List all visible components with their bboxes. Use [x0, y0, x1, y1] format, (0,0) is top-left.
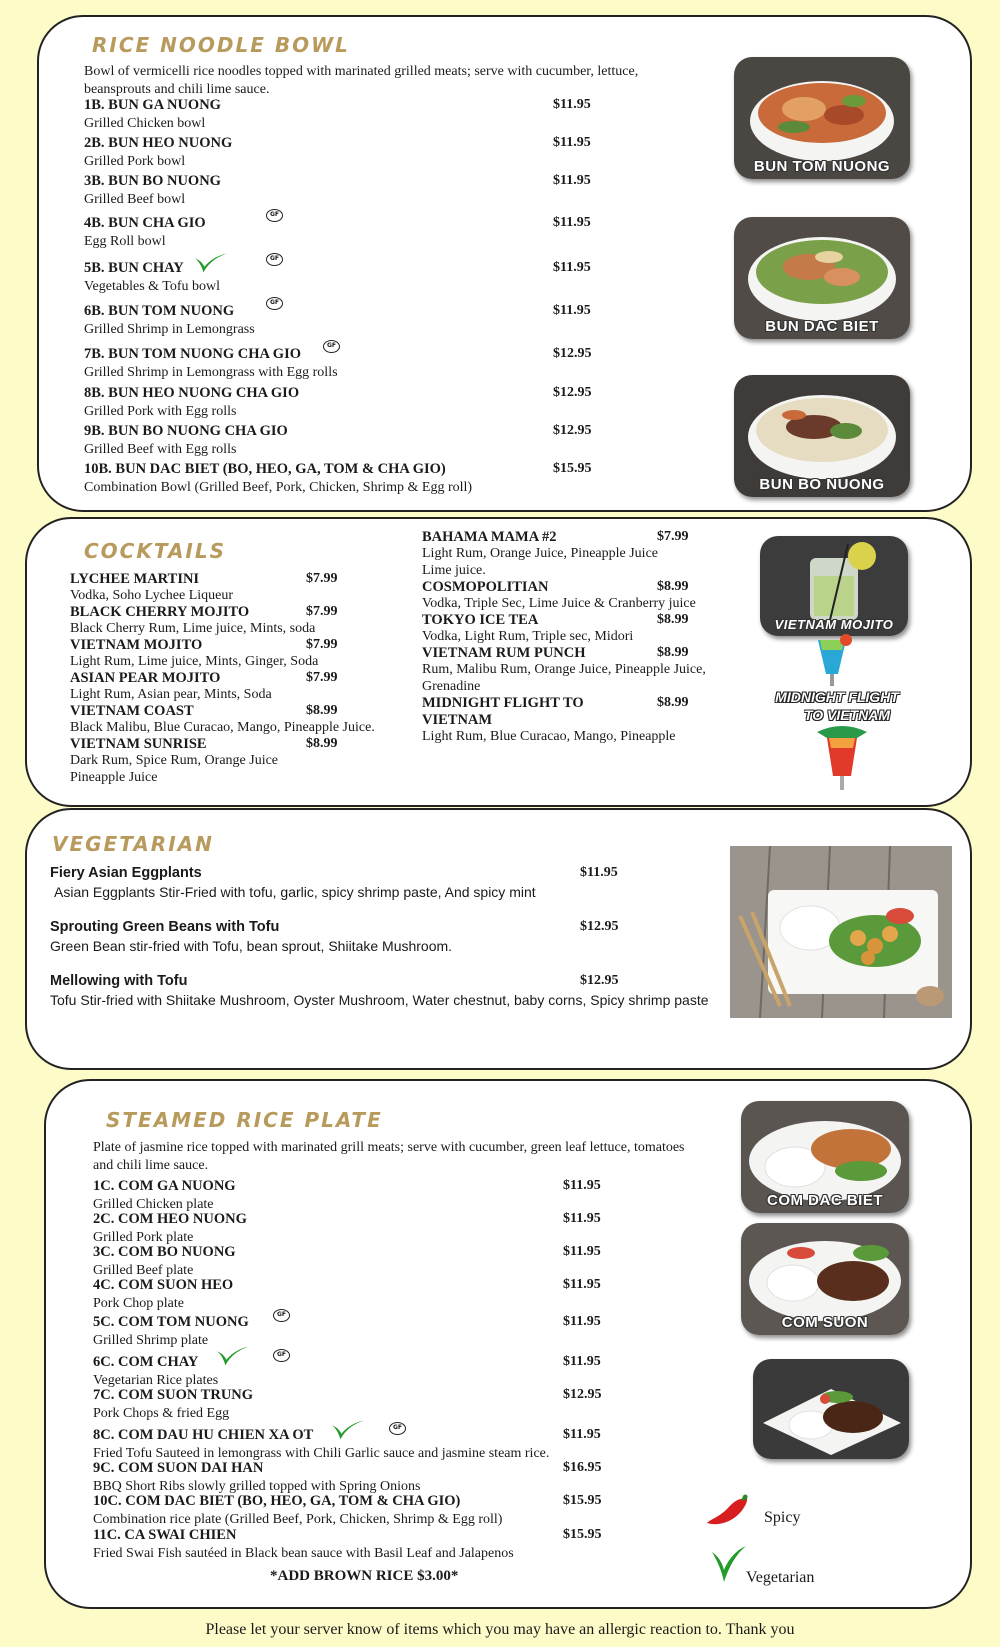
menu-item-price: $12.95 — [553, 423, 592, 438]
menu-item-price: $12.95 — [553, 346, 592, 361]
cocktail-description: Light Rum, Blue Curacao, Mango, Pineapple — [422, 729, 676, 744]
rice-noodle-title: RICE NOODLE BOWL — [92, 33, 350, 57]
photo-com-suon-dai-han — [753, 1359, 909, 1459]
rice-plate-image — [753, 1359, 909, 1459]
cocktail-description: Black Cherry Rum, Lime juice, Mints, soda — [70, 621, 316, 636]
tofu-plate-image — [730, 846, 952, 1018]
menu-item-price: $12.95 — [553, 385, 592, 400]
cocktail-description: Black Malibu, Blue Curacao, Mango, Pineapple Juice. — [70, 720, 375, 735]
vegetarian-panel — [25, 808, 972, 1070]
gluten-free-icon: GF — [266, 297, 283, 310]
menu-item-price: $11.95 — [563, 1354, 601, 1369]
photo-com-dac-biet — [741, 1101, 909, 1213]
photo-bun-dac-biet — [734, 217, 910, 339]
menu-item-name: 3B. BUN BO NUONG — [84, 173, 221, 189]
cocktail-price: $7.99 — [306, 571, 338, 586]
menu-item-price: $11.95 — [553, 303, 591, 318]
vegetarian-item-price: $12.95 — [580, 919, 619, 934]
menu-item-description: BBQ Short Ribs slowly grilled topped with Spring Onions — [93, 1479, 421, 1494]
menu-item-name: 9B. BUN BO NUONG CHA GIO — [84, 423, 288, 439]
menu-item-description: Grilled Beef bowl — [84, 192, 186, 207]
cocktail-name: LYCHEE MARTINI — [70, 571, 200, 587]
menu-item-description: Combination rice plate (Grilled Beef, Pork, Chicken, Shrimp & Egg roll) — [93, 1512, 503, 1527]
cocktail-price: $7.99 — [306, 670, 338, 685]
menu-item-description: Fried Swai Fish sautéed in Black bean sauce with Basil Leaf and Jalapenos — [93, 1546, 514, 1561]
vegetarian-item-name: Mellowing with Tofu — [50, 973, 188, 989]
cocktail-description: Pineapple Juice — [70, 770, 158, 785]
cocktail-price: $8.99 — [657, 612, 689, 627]
cocktail-description: Dark Rum, Spice Rum, Orange Juice — [70, 753, 279, 768]
menu-item-price: $11.95 — [553, 215, 591, 230]
cocktail-description: Vodka, Light Rum, Triple sec, Midori — [422, 629, 634, 644]
cocktail-name: VIETNAM RUM PUNCH — [422, 645, 586, 661]
menu-item-price: $15.95 — [553, 461, 592, 476]
cocktail-price: $7.99 — [306, 604, 338, 619]
cocktail-name: VIETNAM COAST — [70, 703, 194, 719]
menu-item-price: $15.95 — [563, 1493, 602, 1508]
gluten-free-icon: GF — [266, 209, 283, 222]
menu-item-name: 6B. BUN TOM NUONG — [84, 303, 235, 319]
menu-item-price: $11.95 — [563, 1244, 601, 1259]
menu-item-description: Grilled Shrimp in Lemongrass with Egg rolls — [84, 365, 338, 380]
cocktail-name: VIETNAM — [422, 712, 493, 728]
photo-label: BUN DAC BIET — [765, 318, 879, 335]
cocktail-price: $8.99 — [657, 579, 689, 594]
cocktail-name: COSMOPOLITIAN — [422, 579, 549, 595]
photo-vegetarian-dish — [730, 846, 952, 1018]
steamed-rice-title: STEAMED RICE PLATE — [106, 1108, 383, 1132]
photo-label: COM SUON — [781, 1314, 869, 1331]
cocktails-panel — [25, 517, 972, 807]
cocktail-name: BLACK CHERRY MOJITO — [70, 604, 250, 620]
photo-vietnam-mojito — [760, 536, 908, 636]
menu-item-description: Combination Bowl (Grilled Beef, Pork, Chicken, Shrimp & Egg roll) — [84, 480, 473, 495]
menu-item-description: Grilled Pork plate — [93, 1230, 194, 1245]
menu-item-price: $11.95 — [563, 1314, 601, 1329]
vegetarian-item-price: $12.95 — [580, 973, 619, 988]
menu-item-description: Grilled Chicken bowl — [84, 116, 206, 131]
menu-item-description: Pork Chops & fried Egg — [93, 1406, 230, 1421]
photo-label: COM DAC BIET — [767, 1192, 883, 1209]
cocktail-description: Light Rum, Orange Juice, Pineapple Juice — [422, 546, 658, 561]
cocktail-price: $8.99 — [306, 736, 338, 751]
menu-item-name: 7B. BUN TOM NUONG CHA GIO — [84, 346, 301, 362]
vegetarian-leaf-icon — [194, 252, 228, 274]
rice-noodle-description: Bowl of vermicelli rice noodles topped with marinated grilled meats; serve with cucumber, lettuce, beansprouts and chili lime sauce. — [84, 64, 639, 97]
vegetarian-item-description: Green Bean stir-fried with Tofu, bean sprout, Shiitake Mushroom. — [50, 938, 453, 954]
cocktail-description: Grenadine — [422, 679, 481, 694]
gluten-free-icon: GF — [323, 340, 340, 353]
gluten-free-icon: GF — [266, 253, 283, 266]
cocktail-price: $8.99 — [306, 703, 338, 718]
vegetarian-item-price: $11.95 — [580, 865, 618, 880]
cocktails-title: COCKTAILS — [84, 539, 227, 563]
menu-item-price: $11.95 — [563, 1178, 601, 1193]
menu-item-description: Grilled Shrimp plate — [93, 1333, 209, 1348]
menu-item-description: Vegetarian Rice plates — [93, 1373, 219, 1388]
legend-vegetarian: Vegetarian — [746, 1569, 815, 1586]
menu-item-price: $11.95 — [563, 1211, 601, 1226]
vegetarian-item-name: Fiery Asian Eggplants — [50, 865, 202, 881]
cocktail-price: $8.99 — [657, 695, 689, 710]
cocktail-description: Lime juice. — [422, 563, 486, 578]
menu-item-name: 3C. COM BO NUONG — [93, 1244, 236, 1260]
cocktail-description: Light Rum, Asian pear, Mints, Soda — [70, 687, 272, 702]
menu-item-description: Grilled Pork bowl — [84, 154, 186, 169]
menu-item-name: 4C. COM SUON HEO — [93, 1277, 234, 1293]
brown-rice-note: *ADD BROWN RICE $3.00* — [270, 1568, 459, 1584]
cocktail-price: $7.99 — [657, 529, 689, 544]
menu-item-price: $11.95 — [553, 260, 591, 275]
menu-item-price: $12.95 — [563, 1387, 602, 1402]
menu-item-price: $11.95 — [553, 135, 591, 150]
cocktail-description: Vodka, Triple Sec, Lime Juice & Cranberry juice — [422, 596, 696, 611]
cocktail-price: $7.99 — [306, 637, 338, 652]
vegetarian-leaf-icon — [331, 1419, 365, 1441]
cocktail-description: Vodka, Soho Lychee Liqueur — [70, 588, 234, 603]
photo-com-suon — [741, 1223, 909, 1335]
steamed-rice-description: Plate of jasmine rice topped with marinated grill meats; serve with cucumber, green leaf lettuce, tomatoes and chili lime sauce. — [93, 1140, 685, 1173]
menu-item-name: 5B. BUN CHAY — [84, 260, 184, 276]
menu-item-price: $11.95 — [553, 173, 591, 188]
legend-spicy: Spicy — [764, 1509, 801, 1526]
menu-item-description: Grilled Pork with Egg rolls — [84, 404, 237, 419]
menu-item-price: $16.95 — [563, 1460, 602, 1475]
chili-icon — [707, 1493, 751, 1527]
menu-item-description: Grilled Shrimp in Lemongrass — [84, 322, 255, 337]
menu-item-name: 1C. COM GA NUONG — [93, 1178, 236, 1194]
menu-item-description: Fried Tofu Sauteed in lemongrass with Chili Garlic sauce and jasmine steam rice. — [93, 1446, 550, 1461]
vegetarian-item-name: Sprouting Green Beans with Tofu — [50, 919, 280, 935]
menu-item-name: 8C. COM DAU HU CHIEN XA OT — [93, 1427, 314, 1443]
photo-bun-bo-nuong — [734, 375, 910, 497]
menu-item-price: $11.95 — [563, 1427, 601, 1442]
gluten-free-icon: GF — [389, 1422, 406, 1435]
photo-label: VIETNAM MOJITO — [774, 617, 894, 632]
menu-item-name: 9C. COM SUON DAI HAN — [93, 1460, 264, 1476]
drink-label-midnight-flight: MIDNIGHT FLIGHT — [775, 689, 899, 705]
cocktail-price: $8.99 — [657, 645, 689, 660]
cocktail-name: VIETNAM MOJITO — [70, 637, 203, 653]
menu-item-price: $11.95 — [563, 1277, 601, 1292]
menu-item-name: 6C. COM CHAY — [93, 1354, 199, 1370]
photo-bun-tom-nuong — [734, 57, 910, 179]
cocktail-name: BAHAMA MAMA #2 — [422, 529, 557, 545]
gluten-free-icon: GF — [273, 1349, 290, 1362]
steamed-rice-panel — [44, 1079, 972, 1609]
cocktail-description: Rum, Malibu Rum, Orange Juice, Pineapple Juice, — [422, 662, 706, 677]
menu-item-price: $15.95 — [563, 1527, 602, 1542]
vegetarian-item-description: Tofu Stir-fried with Shiitake Mushroom, Oyster Mushroom, Water chestnut, baby corns, Spicy shrimp paste — [50, 992, 709, 1008]
photo-label: BUN BO NUONG — [759, 476, 885, 493]
menu-item-name: 7C. COM SUON TRUNG — [93, 1387, 254, 1403]
menu-item-name: 10B. BUN DAC BIET (BO, HEO, GA, TOM & CHA GIO) — [84, 461, 446, 477]
rice-noodle-panel — [37, 15, 972, 512]
blue-cocktail-image — [802, 634, 862, 689]
cocktail-name: VIETNAM SUNRISE — [70, 736, 207, 752]
cocktail-name: MIDNIGHT FLIGHT TO — [422, 695, 584, 711]
vegetarian-title: VEGETARIAN — [52, 832, 214, 856]
red-cocktail-image — [817, 724, 867, 794]
photo-label: BUN TOM NUONG — [753, 158, 891, 175]
gluten-free-icon: GF — [273, 1309, 290, 1322]
menu-item-description: Egg Roll bowl — [84, 234, 166, 249]
menu-item-description: Vegetables & Tofu bowl — [84, 279, 221, 294]
menu-item-description: Grilled Beef plate — [93, 1263, 194, 1278]
vegetarian-item-description: Asian Eggplants Stir-Fried with tofu, garlic, spicy shrimp paste, And spicy mint — [54, 884, 536, 900]
menu-item-name: 2B. BUN HEO NUONG — [84, 135, 233, 151]
menu-item-name: 4B. BUN CHA GIO — [84, 215, 206, 231]
vegetarian-leaf-icon — [216, 1345, 250, 1367]
menu-item-name: 8B. BUN HEO NUONG CHA GIO — [84, 385, 300, 401]
cocktail-description: Light Rum, Lime juice, Mints, Ginger, Soda — [70, 654, 319, 669]
menu-item-name: 5C. COM TOM NUONG — [93, 1314, 249, 1330]
cocktail-name: TOKYO ICE TEA — [422, 612, 539, 628]
menu-item-description: Grilled Chicken plate — [93, 1197, 214, 1212]
allergy-footer: Please let your server know of items which you may have an allergic reaction to. Thank you — [205, 1621, 795, 1638]
cocktail-name: ASIAN PEAR MOJITO — [70, 670, 221, 686]
menu-item-name: 10C. COM DAC BIET (BO, HEO, GA, TOM & CHA GIO) — [93, 1493, 461, 1509]
menu-item-description: Pork Chop plate — [93, 1296, 184, 1311]
vegetarian-leaf-icon — [710, 1544, 748, 1584]
menu-item-description: Grilled Beef with Egg rolls — [84, 442, 237, 457]
menu-item-name: 1B. BUN GA NUONG — [84, 97, 221, 113]
menu-item-name: 2C. COM HEO NUONG — [93, 1211, 247, 1227]
menu-item-price: $11.95 — [553, 97, 591, 112]
menu-item-name: 11C. CA SWAI CHIEN — [93, 1527, 237, 1543]
drink-label-to-vietnam: TO VIETNAM — [803, 707, 891, 723]
